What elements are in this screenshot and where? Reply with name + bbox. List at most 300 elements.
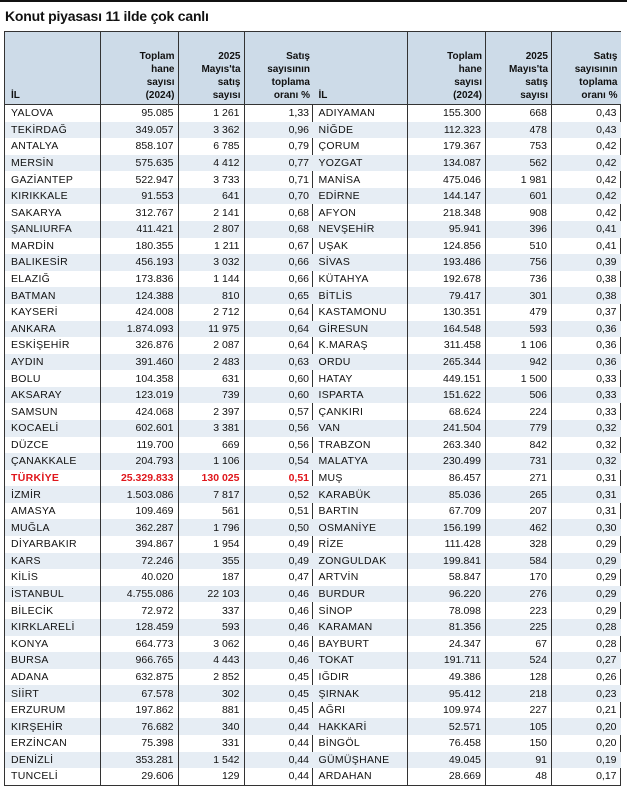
cell-il: ÇORUM bbox=[313, 138, 408, 155]
table-row bbox=[5, 652, 313, 669]
table-row bbox=[5, 287, 313, 304]
table-row bbox=[313, 685, 621, 702]
cell-il: KIRŞEHİR bbox=[5, 718, 100, 735]
cell-hane: 95.941 bbox=[408, 221, 486, 238]
cell-il: BARTIN bbox=[313, 503, 408, 520]
cell-il: KARAMAN bbox=[313, 619, 408, 636]
table-row bbox=[5, 387, 313, 404]
table-row bbox=[5, 403, 313, 420]
cell-il: SİİRT bbox=[5, 685, 100, 702]
header-row bbox=[313, 32, 621, 105]
cell-oran: 0,45 bbox=[288, 670, 309, 683]
cell-oran: 0,47 bbox=[288, 571, 309, 584]
cell-il: KARS bbox=[5, 553, 100, 570]
cell-oran: 0,33 bbox=[552, 387, 621, 404]
cell-hane: 263.340 bbox=[408, 437, 486, 454]
table-row bbox=[5, 370, 313, 387]
cell-oran: 0,52 bbox=[244, 486, 313, 503]
cell-satis: 2 397 bbox=[178, 403, 244, 420]
cell-hane: 1.874.093 bbox=[100, 321, 178, 338]
table-row bbox=[313, 553, 621, 570]
table-row bbox=[5, 204, 313, 221]
table-left-body bbox=[5, 105, 313, 785]
table-row bbox=[5, 122, 313, 139]
table-row bbox=[313, 735, 621, 752]
cell-il: DİYARBAKIR bbox=[5, 536, 100, 553]
cell-il: K.MARAŞ bbox=[313, 337, 408, 354]
cell-oran: 0,44 bbox=[288, 770, 309, 783]
cell-il: TEKİRDAĞ bbox=[5, 122, 100, 139]
cell-hane: 197.862 bbox=[100, 702, 178, 719]
table-row bbox=[5, 752, 313, 769]
cell-hane: 109.469 bbox=[100, 503, 178, 520]
cell-il: ÇANAKKALE bbox=[5, 453, 100, 470]
table-row bbox=[5, 702, 313, 719]
cell-oran: 0,31 bbox=[596, 472, 617, 484]
cell-il: SAKARYA bbox=[5, 204, 100, 221]
table-row bbox=[5, 586, 313, 603]
cell-satis: 593 bbox=[486, 321, 552, 338]
cell-hane: 858.107 bbox=[100, 138, 178, 155]
cell-oran: 0,60 bbox=[244, 387, 313, 404]
table-row bbox=[5, 619, 313, 636]
cell-oran: 0,31 bbox=[596, 505, 617, 518]
cell-satis: 1 144 bbox=[178, 271, 244, 288]
cell-satis: 271 bbox=[486, 470, 552, 487]
cell-satis: 3 733 bbox=[178, 171, 244, 188]
cell-oran: 0,29 bbox=[552, 553, 621, 570]
header-il: İL bbox=[313, 32, 408, 105]
cell-il: TUNCELİ bbox=[5, 768, 100, 785]
cell-hane: 456.193 bbox=[100, 254, 178, 271]
cell-hane: 522.947 bbox=[100, 171, 178, 188]
cell-hane: 95.085 bbox=[100, 105, 178, 122]
table-row bbox=[313, 105, 621, 122]
cell-satis: 562 bbox=[486, 155, 552, 172]
cell-satis: 22 103 bbox=[178, 586, 244, 603]
table-row bbox=[313, 337, 621, 354]
cell-hane: 75.398 bbox=[100, 735, 178, 752]
cell-oran: 0,70 bbox=[244, 188, 313, 205]
cell-hane: 25.329.833 bbox=[100, 470, 178, 487]
cell-il: NEVŞEHİR bbox=[313, 221, 408, 238]
cell-satis: 3 381 bbox=[178, 420, 244, 437]
table-row bbox=[313, 387, 621, 404]
cell-il: ADANA bbox=[5, 669, 100, 686]
table-row bbox=[313, 669, 621, 686]
cell-satis: 2 807 bbox=[178, 221, 244, 238]
cell-hane: 411.421 bbox=[100, 221, 178, 238]
cell-oran: 0,67 bbox=[288, 239, 309, 252]
cell-il: MERSİN bbox=[5, 155, 100, 172]
cell-satis: 1 211 bbox=[178, 238, 244, 255]
cell-oran: 0,63 bbox=[244, 354, 313, 371]
table-row bbox=[5, 304, 313, 321]
cell-satis: 128 bbox=[486, 669, 552, 686]
cell-il: MUĞLA bbox=[5, 519, 100, 536]
table-row bbox=[5, 354, 313, 371]
cell-il: KAYSERİ bbox=[5, 304, 100, 321]
cell-il: AMASYA bbox=[5, 503, 100, 520]
table-row bbox=[5, 238, 313, 255]
header-satis: 2025 Mayıs'ta satış sayısı bbox=[178, 32, 244, 105]
cell-satis: 510 bbox=[486, 238, 552, 255]
cell-satis: 524 bbox=[486, 652, 552, 669]
cell-il: SİVAS bbox=[313, 254, 408, 271]
cell-oran: 0,49 bbox=[288, 538, 309, 551]
table-row bbox=[313, 569, 621, 586]
cell-oran: 0,42 bbox=[552, 155, 621, 172]
cell-hane: 193.486 bbox=[408, 254, 486, 271]
cell-satis: 881 bbox=[178, 702, 244, 719]
table-row bbox=[313, 138, 621, 155]
cell-il: ESKİŞEHİR bbox=[5, 337, 100, 354]
cell-satis: 561 bbox=[178, 503, 244, 520]
cell-il: ANKARA bbox=[5, 321, 100, 338]
cell-hane: 312.767 bbox=[100, 204, 178, 221]
cell-oran: 0,66 bbox=[244, 254, 313, 271]
cell-satis: 11 975 bbox=[178, 321, 244, 338]
cell-satis: 3 362 bbox=[178, 122, 244, 139]
cell-oran: 0,51 bbox=[288, 505, 309, 518]
table-row bbox=[5, 519, 313, 536]
table-row bbox=[313, 536, 621, 553]
cell-oran: 0,45 bbox=[244, 685, 313, 702]
cell-satis: 91 bbox=[486, 752, 552, 769]
cell-il: ŞIRNAK bbox=[313, 685, 408, 702]
cell-oran: 0,46 bbox=[288, 604, 309, 617]
cell-satis: 67 bbox=[486, 636, 552, 653]
cell-il: KIRIKKALE bbox=[5, 188, 100, 205]
cell-oran: 0,44 bbox=[244, 752, 313, 769]
housing-table bbox=[4, 31, 621, 786]
table-row bbox=[313, 470, 621, 487]
cell-oran: 0,46 bbox=[288, 637, 309, 650]
cell-satis: 2 852 bbox=[178, 669, 244, 686]
table-row bbox=[313, 768, 621, 785]
cell-oran: 0,54 bbox=[244, 453, 313, 470]
cell-il: BURSA bbox=[5, 652, 100, 669]
cell-oran: 0,44 bbox=[244, 718, 313, 735]
cell-oran: 0,28 bbox=[596, 637, 617, 650]
cell-oran: 0,27 bbox=[552, 652, 621, 669]
cell-il: DENİZLİ bbox=[5, 752, 100, 769]
cell-il: VAN bbox=[313, 420, 408, 437]
cell-oran: 0,33 bbox=[596, 372, 617, 385]
header-oran: Satış sayısının toplama oranı % bbox=[552, 32, 621, 105]
table-row bbox=[5, 735, 313, 752]
cell-satis: 3 062 bbox=[178, 636, 244, 653]
cell-satis: 150 bbox=[486, 735, 552, 752]
cell-satis: 265 bbox=[486, 486, 552, 503]
cell-satis: 908 bbox=[486, 204, 552, 221]
table-row bbox=[5, 105, 313, 122]
cell-satis: 731 bbox=[486, 453, 552, 470]
cell-il: AYDIN bbox=[5, 354, 100, 371]
cell-il: GÜMÜŞHANE bbox=[313, 752, 408, 769]
cell-oran: 0,46 bbox=[244, 619, 313, 636]
table-row bbox=[5, 636, 313, 653]
cell-hane: 112.323 bbox=[408, 122, 486, 139]
cell-satis: 170 bbox=[486, 569, 552, 586]
cell-satis: 601 bbox=[486, 188, 552, 205]
cell-hane: 173.836 bbox=[100, 271, 178, 288]
cell-satis: 105 bbox=[486, 718, 552, 735]
cell-hane: 58.847 bbox=[408, 569, 486, 586]
cell-hane: 241.504 bbox=[408, 420, 486, 437]
cell-oran: 0,29 bbox=[596, 538, 617, 551]
cell-satis: 641 bbox=[178, 188, 244, 205]
table-row bbox=[5, 602, 313, 619]
cell-oran: 0,56 bbox=[288, 438, 309, 451]
cell-hane: 449.151 bbox=[408, 370, 486, 387]
cell-hane: 95.412 bbox=[408, 685, 486, 702]
table-row bbox=[5, 553, 313, 570]
cell-il: KIRKLARELİ bbox=[5, 619, 100, 636]
header-oran: Satış sayısının toplama oranı % bbox=[244, 32, 313, 105]
cell-satis: 2 483 bbox=[178, 354, 244, 371]
cell-hane: 78.098 bbox=[408, 602, 486, 619]
cell-il: TRABZON bbox=[313, 437, 408, 454]
cell-hane: 49.386 bbox=[408, 669, 486, 686]
cell-hane: 76.682 bbox=[100, 718, 178, 735]
cell-satis: 1 261 bbox=[178, 105, 244, 122]
cell-oran: 0,36 bbox=[596, 339, 617, 352]
cell-il: HAKKARİ bbox=[313, 718, 408, 735]
cell-hane: 391.460 bbox=[100, 354, 178, 371]
cell-oran: 0,60 bbox=[288, 372, 309, 385]
cell-il: EDİRNE bbox=[313, 188, 408, 205]
cell-hane: 199.841 bbox=[408, 553, 486, 570]
cell-oran: 0,17 bbox=[596, 770, 617, 783]
cell-il: BURDUR bbox=[313, 586, 408, 603]
cell-hane: 119.700 bbox=[100, 437, 178, 454]
cell-oran: 0,41 bbox=[596, 239, 617, 252]
table-row bbox=[5, 271, 313, 288]
cell-satis: 355 bbox=[178, 553, 244, 570]
table-row bbox=[313, 519, 621, 536]
cell-il: BAYBURT bbox=[313, 636, 408, 653]
table-row bbox=[313, 287, 621, 304]
cell-oran: 0,66 bbox=[288, 273, 309, 286]
cell-oran: 0,20 bbox=[596, 737, 617, 750]
cell-satis: 479 bbox=[486, 304, 552, 321]
table-row bbox=[313, 437, 621, 454]
table-left bbox=[5, 32, 313, 785]
cell-hane: 91.553 bbox=[100, 188, 178, 205]
cell-hane: 424.068 bbox=[100, 403, 178, 420]
cell-satis: 225 bbox=[486, 619, 552, 636]
cell-oran: 0,28 bbox=[552, 619, 621, 636]
cell-hane: 155.300 bbox=[408, 105, 486, 122]
cell-hane: 81.356 bbox=[408, 619, 486, 636]
table-row bbox=[313, 718, 621, 735]
table-row bbox=[313, 304, 621, 321]
cell-il: SİNOP bbox=[313, 602, 408, 619]
cell-il: KARABÜK bbox=[313, 486, 408, 503]
cell-hane: 79.417 bbox=[408, 287, 486, 304]
cell-oran: 0,31 bbox=[552, 486, 621, 503]
cell-oran: 0,50 bbox=[244, 519, 313, 536]
cell-oran: 0,38 bbox=[552, 287, 621, 304]
cell-satis: 739 bbox=[178, 387, 244, 404]
header-il: İL bbox=[5, 32, 100, 105]
table-row bbox=[313, 403, 621, 420]
cell-oran: 0,42 bbox=[596, 140, 617, 153]
cell-hane: 86.457 bbox=[408, 470, 486, 487]
table-row bbox=[313, 321, 621, 338]
cell-il: KASTAMONU bbox=[313, 304, 408, 321]
cell-hane: 664.773 bbox=[100, 636, 178, 653]
cell-hane: 134.087 bbox=[408, 155, 486, 172]
cell-satis: 130 025 bbox=[178, 470, 244, 487]
cell-hane: 602.601 bbox=[100, 420, 178, 437]
table-row bbox=[313, 354, 621, 371]
cell-satis: 1 500 bbox=[486, 370, 552, 387]
cell-satis: 396 bbox=[486, 221, 552, 238]
cell-hane: 966.765 bbox=[100, 652, 178, 669]
cell-hane: 191.711 bbox=[408, 652, 486, 669]
cell-il: ZONGULDAK bbox=[313, 553, 408, 570]
cell-satis: 223 bbox=[486, 602, 552, 619]
table-row bbox=[5, 536, 313, 553]
table-row bbox=[313, 752, 621, 769]
cell-oran: 0,33 bbox=[596, 405, 617, 418]
cell-hane: 156.199 bbox=[408, 519, 486, 536]
cell-il: BOLU bbox=[5, 370, 100, 387]
cell-hane: 111.428 bbox=[408, 536, 486, 553]
cell-il: BİTLİS bbox=[313, 287, 408, 304]
cell-oran: 1,33 bbox=[288, 107, 309, 120]
page-title: Konut piyasası 11 ilde çok canlı bbox=[5, 8, 209, 24]
cell-oran: 0,32 bbox=[552, 420, 621, 437]
cell-oran: 0,32 bbox=[596, 438, 617, 451]
cell-il: HATAY bbox=[313, 370, 408, 387]
cell-hane: 394.867 bbox=[100, 536, 178, 553]
header-satis: 2025 Mayıs'ta satış sayısı bbox=[486, 32, 552, 105]
table-left-half bbox=[5, 32, 313, 785]
cell-oran: 0,36 bbox=[552, 354, 621, 371]
cell-oran: 0,30 bbox=[552, 519, 621, 536]
cell-oran: 0,77 bbox=[244, 155, 313, 172]
cell-satis: 668 bbox=[486, 105, 552, 122]
cell-oran: 0,39 bbox=[552, 254, 621, 271]
table-row bbox=[313, 602, 621, 619]
cell-hane: 151.622 bbox=[408, 387, 486, 404]
cell-hane: 49.045 bbox=[408, 752, 486, 769]
cell-oran: 0,51 bbox=[288, 472, 309, 484]
table-row bbox=[5, 503, 313, 520]
table-row bbox=[5, 718, 313, 735]
cell-satis: 302 bbox=[178, 685, 244, 702]
cell-hane: 72.246 bbox=[100, 553, 178, 570]
cell-hane: 311.458 bbox=[408, 337, 486, 354]
cell-il: BALIKESİR bbox=[5, 254, 100, 271]
cell-il: TÜRKİYE bbox=[5, 470, 100, 487]
cell-oran: 0,56 bbox=[244, 420, 313, 437]
cell-satis: 2 087 bbox=[178, 337, 244, 354]
cell-oran: 0,96 bbox=[244, 122, 313, 139]
cell-il: BİNGÖL bbox=[313, 735, 408, 752]
cell-satis: 340 bbox=[178, 718, 244, 735]
cell-satis: 301 bbox=[486, 287, 552, 304]
cell-il: MANİSA bbox=[313, 171, 408, 188]
table-row bbox=[5, 221, 313, 238]
cell-hane: 204.793 bbox=[100, 453, 178, 470]
cell-hane: 29.606 bbox=[100, 768, 178, 785]
cell-oran: 0,38 bbox=[596, 273, 617, 286]
cell-il: IĞDIR bbox=[313, 669, 408, 686]
cell-oran: 0,45 bbox=[288, 704, 309, 717]
table-row bbox=[5, 453, 313, 470]
cell-il: TOKAT bbox=[313, 652, 408, 669]
cell-oran: 0,19 bbox=[552, 752, 621, 769]
header-row bbox=[5, 32, 313, 105]
cell-hane: 230.499 bbox=[408, 453, 486, 470]
cell-satis: 1 954 bbox=[178, 536, 244, 553]
cell-hane: 353.281 bbox=[100, 752, 178, 769]
table-row bbox=[5, 420, 313, 437]
table-row bbox=[313, 503, 621, 520]
table-row bbox=[313, 453, 621, 470]
table-row bbox=[5, 188, 313, 205]
cell-oran: 0,26 bbox=[596, 670, 617, 683]
cell-oran: 0,46 bbox=[244, 586, 313, 603]
cell-satis: 779 bbox=[486, 420, 552, 437]
table-row-total bbox=[5, 470, 313, 487]
cell-hane: 164.548 bbox=[408, 321, 486, 338]
cell-satis: 842 bbox=[486, 437, 552, 454]
cell-satis: 187 bbox=[178, 569, 244, 586]
cell-hane: 575.635 bbox=[100, 155, 178, 172]
header-hane: Toplam hane sayısı (2024) bbox=[408, 32, 486, 105]
cell-il: ELAZIĞ bbox=[5, 271, 100, 288]
cell-satis: 3 032 bbox=[178, 254, 244, 271]
cell-oran: 0,64 bbox=[244, 321, 313, 338]
table-row bbox=[313, 221, 621, 238]
cell-il: KÜTAHYA bbox=[313, 271, 408, 288]
cell-oran: 0,64 bbox=[288, 339, 309, 352]
table-row bbox=[313, 702, 621, 719]
cell-il: GAZİANTEP bbox=[5, 171, 100, 188]
table-row bbox=[5, 486, 313, 503]
cell-satis: 331 bbox=[178, 735, 244, 752]
cell-il: GİRESUN bbox=[313, 321, 408, 338]
cell-il: DÜZCE bbox=[5, 437, 100, 454]
cell-oran: 0,49 bbox=[244, 553, 313, 570]
cell-oran: 0,46 bbox=[244, 652, 313, 669]
cell-il: OSMANİYE bbox=[313, 519, 408, 536]
cell-hane: 123.019 bbox=[100, 387, 178, 404]
cell-il: ORDU bbox=[313, 354, 408, 371]
cell-satis: 2 141 bbox=[178, 204, 244, 221]
cell-hane: 180.355 bbox=[100, 238, 178, 255]
cell-satis: 1 106 bbox=[486, 337, 552, 354]
table-right-half bbox=[313, 32, 621, 785]
cell-hane: 128.459 bbox=[100, 619, 178, 636]
table-row bbox=[313, 486, 621, 503]
cell-il: KOCAELİ bbox=[5, 420, 100, 437]
cell-il: SAMSUN bbox=[5, 403, 100, 420]
cell-oran: 0,79 bbox=[288, 140, 309, 153]
table-row bbox=[5, 337, 313, 354]
cell-satis: 810 bbox=[178, 287, 244, 304]
table-row bbox=[5, 321, 313, 338]
cell-oran: 0,65 bbox=[244, 287, 313, 304]
cell-hane: 24.347 bbox=[408, 636, 486, 653]
cell-satis: 669 bbox=[178, 437, 244, 454]
cell-oran: 0,21 bbox=[596, 704, 617, 717]
